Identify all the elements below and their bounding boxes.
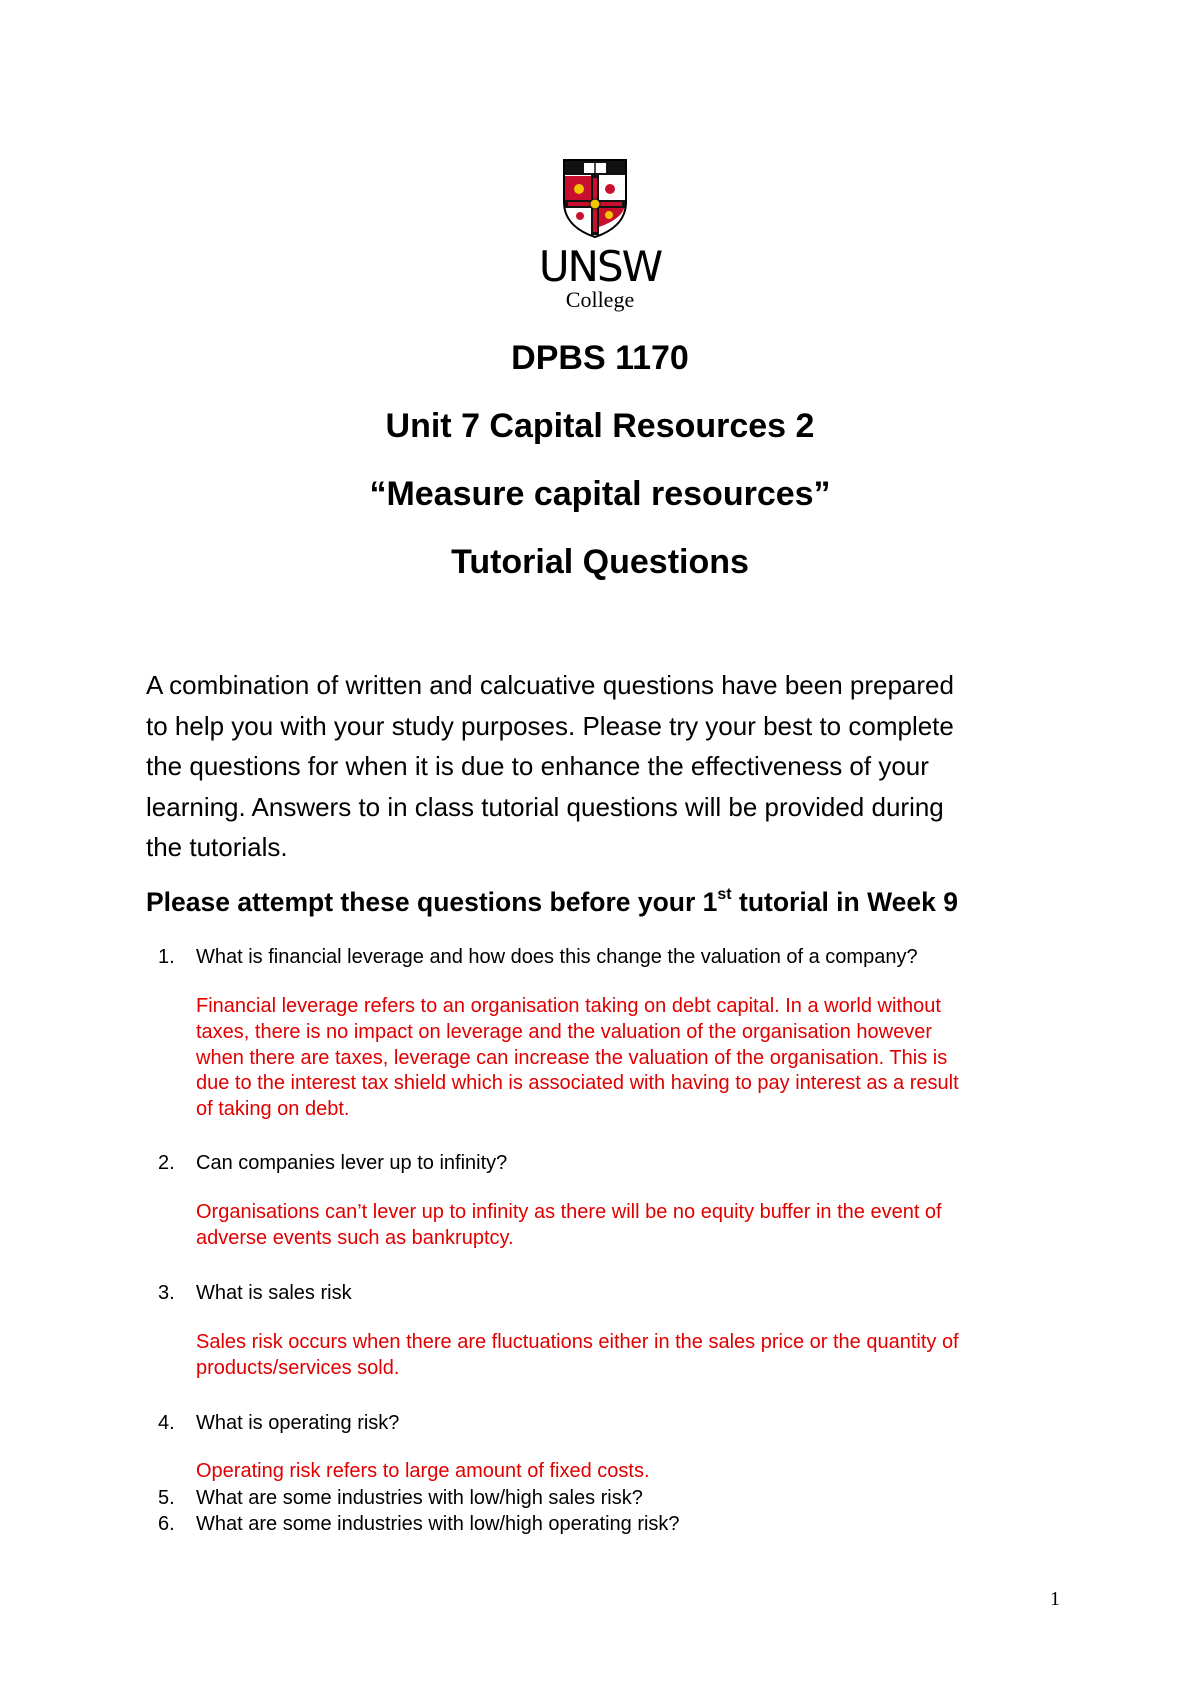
- answer-line: taxes, there is no impact on leverage and the valuation of the organisation however: [196, 1020, 933, 1043]
- question-text: What is sales risk: [196, 1282, 352, 1304]
- unsw-crest-icon: [562, 158, 628, 238]
- logo-wordmark: UNSW: [538, 242, 662, 291]
- answer-line: Sales risk occurs when there are fluctuations either in the sales price or the quantity of: [196, 1331, 959, 1353]
- question-text: What is operating risk?: [196, 1412, 400, 1434]
- answer-line: Financial leverage refers to an organisation taking on debt capital. In a world without: [196, 995, 941, 1017]
- unit-title: Unit 7 Capital Resources 2: [385, 407, 815, 445]
- instruction-text: Please attempt these questions before your 1: [146, 887, 718, 917]
- instruction-text-end: tutorial in Week 9: [731, 887, 958, 917]
- answer-line: products/services sold.: [196, 1356, 400, 1379]
- question-text: What is financial leverage and how does this change the valuation of a company?: [196, 946, 918, 968]
- answer-text: [196, 1459, 1076, 1485]
- answer-text: [196, 994, 1076, 1123]
- logo-subtitle: College: [565, 287, 635, 312]
- unsw-college-logo: [528, 158, 672, 312]
- intro-line: the questions for when it is due to enhance the effectiveness of your: [146, 751, 929, 781]
- intro-line: to help you with your study purposes. Please try your best to complete: [146, 710, 954, 741]
- intro-line: the tutorials.: [146, 832, 288, 862]
- question-number: 3.: [158, 1282, 175, 1304]
- intro-paragraph: [146, 665, 1046, 868]
- answer-line: when there are taxes, leverage can increase the valuation of the organisation. This is: [196, 1046, 948, 1069]
- attempt-instruction: [146, 884, 1086, 920]
- answer-text: [196, 1330, 1076, 1382]
- intro-line: learning. Answers to in class tutorial questions will be provided during: [146, 791, 944, 822]
- answer-line: adverse events such as bankruptcy.: [196, 1226, 514, 1249]
- intro-line: A combination of written and calcuative questions have been prepared: [146, 670, 954, 700]
- question-number: 1.: [158, 946, 175, 968]
- answer-line: Operating risk refers to large amount of fixed costs.: [196, 1460, 650, 1482]
- instruction-superscript: st: [717, 886, 732, 903]
- answer-line: Organisations can’t lever up to infinity as there will be no equity buffer in the event of: [196, 1201, 942, 1223]
- question-text: What are some industries with low/high sales risk?: [196, 1487, 643, 1509]
- document-type: Tutorial Questions: [451, 543, 749, 581]
- page-number: 1: [1050, 1588, 1060, 1610]
- question-number: 4.: [158, 1412, 175, 1434]
- question-number: 2.: [158, 1152, 175, 1174]
- question-number: 5.: [158, 1487, 175, 1509]
- question-text: Can companies lever up to infinity?: [196, 1152, 508, 1174]
- question-text: What are some industries with low/high operating risk?: [196, 1513, 680, 1535]
- question-number: 6.: [158, 1513, 175, 1535]
- answer-text: [196, 1200, 1076, 1252]
- course-code: DPBS 1170: [511, 339, 689, 377]
- answer-line: of taking on debt.: [196, 1098, 350, 1121]
- unit-subtitle: “Measure capital resources”: [369, 475, 831, 513]
- answer-line: due to the interest tax shield which is associated with having to pay interest as a result: [196, 1072, 959, 1095]
